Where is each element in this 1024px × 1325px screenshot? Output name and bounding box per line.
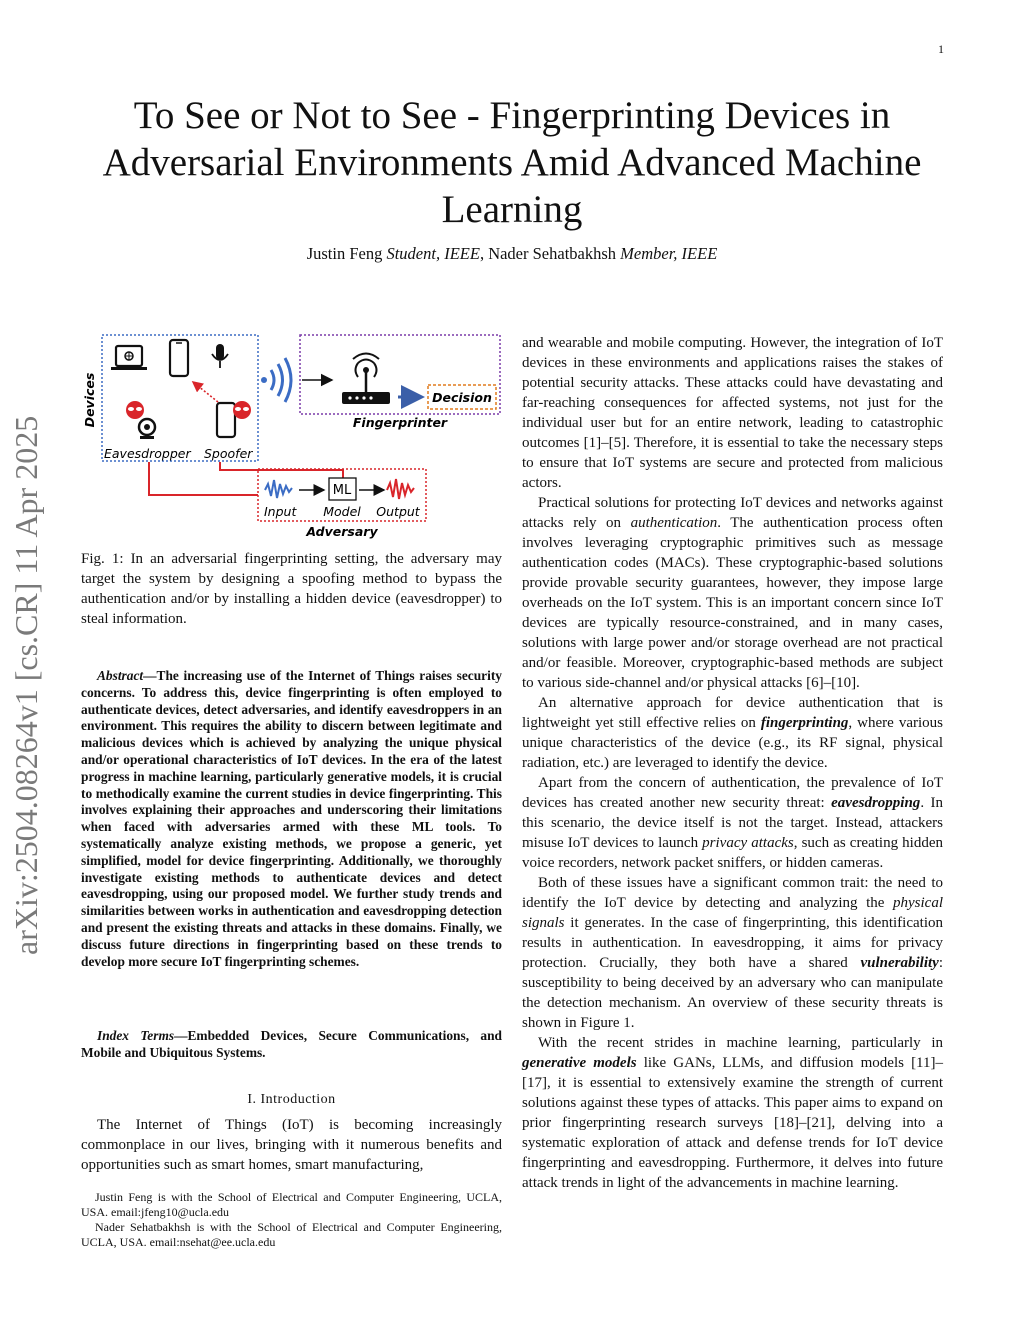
eavesdropper-connector [149, 462, 258, 495]
right-p5-em: physical signals [522, 895, 943, 931]
right-p4-em2: privacy attacks [702, 835, 794, 851]
microphone-icon [212, 344, 228, 368]
author-2-name: Nader Sehatbakhsh [488, 244, 617, 263]
right-p3 [522, 693, 943, 773]
right-p5-a: Both of these issues have a significant common trait: the need to identify the IoT device by detecting and analyzing the [522, 875, 943, 911]
author-line [60, 244, 964, 264]
laptop-icon [111, 346, 147, 370]
right-p5-em2: vulnerability [860, 955, 939, 971]
router-icon [342, 354, 390, 405]
right-column [522, 333, 943, 1193]
right-p3-em: fingerprinting [760, 715, 849, 731]
right-p4-em: eavesdropping [831, 795, 921, 811]
output-waveform [387, 479, 414, 499]
footnote-2: Nader Sehatbakhsh is with the School of Electrical and Computer Engineering, UCLA, USA. email:nsehat@ee.ucla.edu [81, 1220, 502, 1249]
author-2-role: Member, IEEE [620, 244, 718, 263]
devices-label: Devices [82, 372, 97, 428]
abstract [81, 668, 502, 970]
ml-label: ML [332, 483, 352, 498]
abstract-text: —The increasing use of the Internet of Things raises security concerns. To address this, device fingerprinting is often employed to authenticate devices, detect adversaries, and identify eavesdroppers in an environment. This requires the ability to discern between legitimate and malicious devices which is achieved by analyzing the unique physical and/or operational characteristics of IoT devices. In the era of the latest progress in machine learning, particularly generative models, it is crucial to methodically examine the current studies in device fingerprinting. This involves explaining their approaches and underscoring their limitations when faced with adversaries armed with these ML tools. To systematically analyze existing methods, we propose a generic, yet simplified, model for device fingerprinting. Additionally, we thoroughly investigate existing methods to authenticate devices and detect eavesdropping, using our proposed model. We further study trends and similarities between works in authentication and eavesdropping detection and present the existing threats and attacks in these domains. Finally, we discuss future directions in fingerprinting based on these trends to develop more secure IoT fingerprinting schemes. [81, 668, 502, 969]
right-p6-a: With the recent strides in machine learning, particularly in [538, 1035, 943, 1051]
right-p2-em: authentication [630, 515, 718, 531]
output-label: Output [376, 504, 420, 519]
input-waveform [265, 480, 292, 498]
right-p6-c: like GANs, LLMs, and diffusion models [11]–[17], it is essential to extensively examine the strength of current solutions against these types of attacks. This paper aims to expand on prior fingerprinting research surveys [18]–[21], delving into a systematic exploration of attack and defense trends for IoT device fingerprinting and eavesdropping. Furthermore, it delves into future attack trends in light of the advancements in machine learning. [522, 1055, 943, 1191]
fingerprinter-label: Fingerprinter [352, 415, 448, 430]
page-number: 1 [938, 42, 944, 56]
wireless-signal-icon [261, 358, 291, 402]
intro-p1: The Internet of Things (IoT) is becoming increasingly commonplace in our lives, bringing with it numerous benefits and opportunities such as smart homes, smart manufacturing, [81, 1117, 502, 1173]
eavesdropper-label: Eavesdropper [104, 446, 191, 461]
figure-1-diagram [80, 330, 505, 545]
right-p4-c: . In this scenario, the device itself is not the target. Instead, attackers misuse IoT devices to launch [522, 795, 944, 851]
right-p4 [522, 773, 943, 873]
eavesdropper-icon [126, 401, 155, 439]
right-p5 [522, 873, 943, 1033]
arxiv-stamp: arXiv:2504.08264v1 [cs.CR] 11 Apr 2025 [8, 415, 44, 955]
decision-label: Decision [432, 390, 492, 405]
right-p4-e: , such as creating hidden voice recorders, network packet sniffers, or hidden cameras. [522, 835, 944, 871]
author-1-name: Justin Feng [306, 244, 383, 263]
spoofer-connector [220, 462, 343, 480]
spoof-arrow [193, 382, 218, 402]
intro-paragraph [81, 1115, 502, 1175]
right-p4-a: Apart from the concern of authentication, the prevalence of IoT devices has created another new security threat: [522, 775, 943, 811]
right-p1: and wearable and mobile computing. However, the integration of IoT devices in these environments and applications raises the stakes of potential security attacks. These attacks could have devastating and far-reaching consequences for affected systems, not just for the individual user but for an entire network, leading to catastrophic outcomes [1]–[5]. Therefore, it is essential to take the necessary steps to ensure that IoT systems are secure and protected from malicious actors. [522, 335, 943, 491]
paper-title: To See or Not to See - Fingerprinting Devices in Adversarial Environments Amid Advanced Machine Learning [102, 94, 922, 231]
footnote-1: Justin Feng is with the School of Electrical and Computer Engineering, UCLA, USA. email:jfeng10@ucla.edu [81, 1190, 502, 1219]
right-p3-c: , where various unique characteristics of the device (e.g., its RF signal, physical radiation, etc.) are leveraged to identify the device. [522, 715, 943, 771]
author-separator: , [479, 244, 485, 263]
adversary-label: Adversary [306, 524, 378, 539]
spoofer-label: Spoofer [204, 446, 253, 461]
smartphone-icon [170, 340, 188, 376]
abstract-label: Abstract [97, 668, 144, 683]
right-p6 [522, 1033, 943, 1193]
right-p5-e: : susceptibility to being deceived by an adversary who can manipulate the detection mechanism. An overview of these security threats is shown in Figure 1. [522, 955, 943, 1031]
model-label: Model [323, 504, 361, 519]
section-heading-introduction: I. Introduction [247, 1092, 336, 1107]
index-terms [81, 1028, 502, 1062]
footnotes [81, 1190, 502, 1250]
index-terms-text: —Embedded Devices, Secure Communications, and Mobile and Ubiquitous Systems. [81, 1028, 502, 1060]
right-p2-a: Practical solutions for protecting IoT devices and networks against attacks rely on [522, 495, 943, 531]
author-1-role: Student, IEEE [386, 244, 480, 263]
spoofer-icon [217, 401, 251, 437]
input-label: Input [264, 504, 297, 519]
figure-1-caption: Fig. 1: In an adversarial fingerprinting setting, the adversary may target the system by designing a spoofing method to bypass the authentication and/or by installing a hidden device (eavesdropper) to steal information. [81, 551, 502, 627]
right-p2 [522, 493, 943, 693]
right-p2-c: . The authentication process often involves leveraging cryptographic primitives such as message authentication codes (MACs). These cryptographic-based solutions provide provable security guarantees, however, they impose large overheads on the IoT system. This is an important concern since IoT devices are typically resource-constrained, and in many cases, solutions with large power and/or storage overhead are not practical and/or feasible. Moreover, cryptographic-based methods are subject to various side-channel and/or physical attacks [6]–[10]. [522, 515, 943, 691]
right-p6-em: generative models [522, 1055, 637, 1071]
index-terms-label: Index Terms [97, 1028, 175, 1043]
right-p3-a: An alternative approach for device authentication that is lightweight yet still effective relies on [522, 695, 943, 731]
right-p5-c: it generates. In the case of fingerprinting, this identification results in authentication. In eavesdropping, it aims for privacy protection. Crucially, they both have a shared [522, 915, 943, 971]
